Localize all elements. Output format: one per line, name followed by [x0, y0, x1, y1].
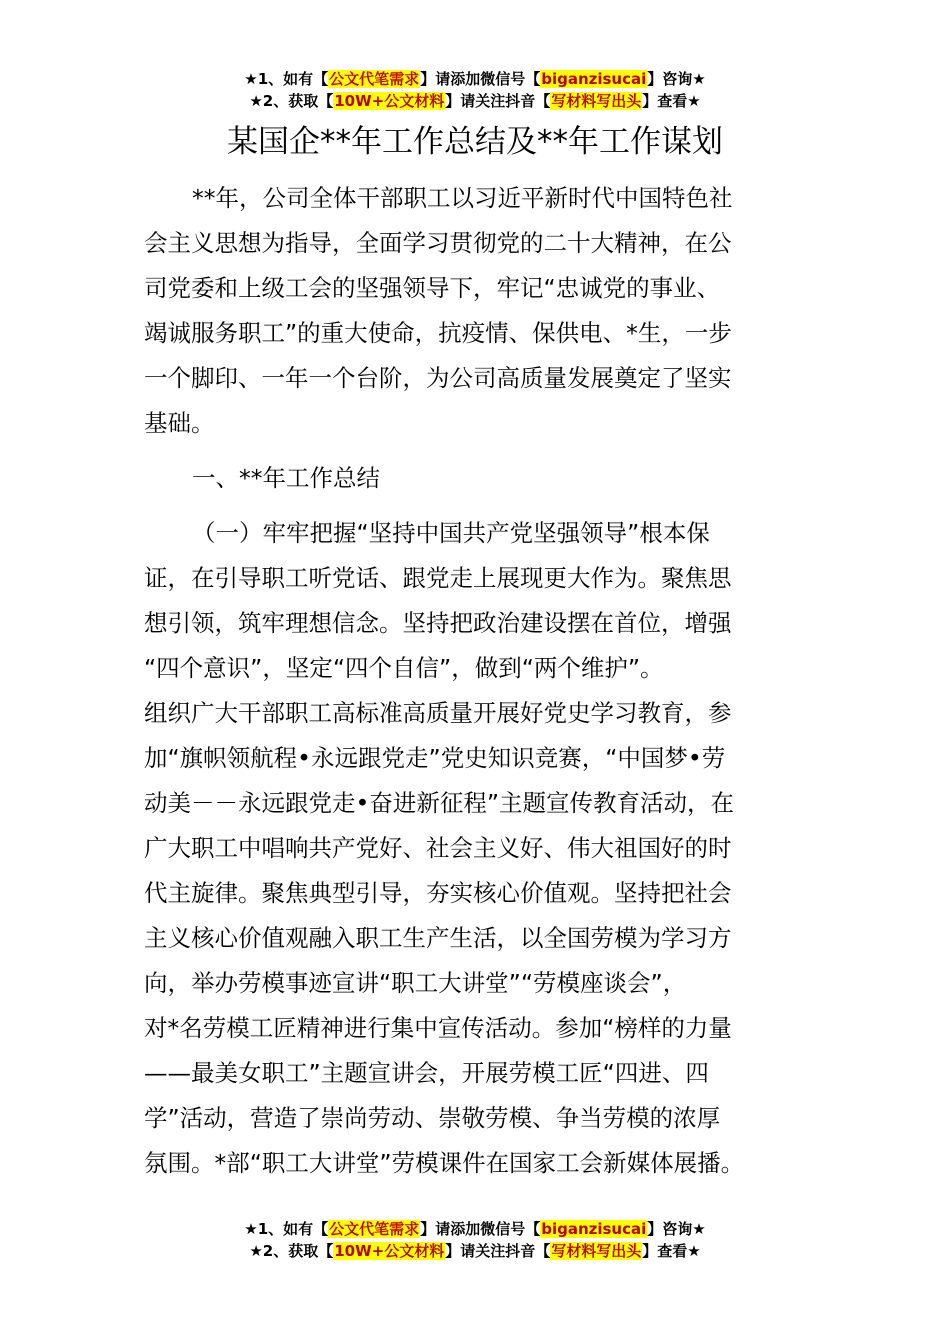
text-line: **年，公司全体干部职工以习近平新时代中国特色社	[192, 184, 733, 212]
banner-text: 】咨询★	[647, 1220, 706, 1238]
banner-text: ★2、获取【	[249, 1242, 334, 1260]
document-body	[144, 176, 824, 1186]
banner-text: 】请关注抖音【	[445, 1242, 551, 1260]
text-line: 氛围。*部“职工大讲堂”劳模课件在国家工会新媒体展播。	[144, 1149, 745, 1177]
text-line: 学”活动，营造了崇尚劳动、崇敬劳模、争当劳模的浓厚	[144, 1104, 721, 1132]
footer-banner	[0, 1218, 950, 1262]
banner-highlight: 10W+公文材料	[334, 1242, 445, 1260]
text-line: 基础。	[144, 409, 215, 437]
heading-line: 一、**年工作总结	[192, 464, 380, 492]
text-line: ——最美女职工”主题宣讲会，开展劳模工匠“四进、四	[144, 1059, 709, 1087]
banner-highlight: 写材料写出头	[551, 1242, 642, 1260]
banner-line-1	[0, 68, 950, 90]
text-line: 加“旗帜领航程•永远跟党走”党史知识竞赛，“中国梦•劳	[144, 744, 726, 772]
text-line: 证，在引导职工听党话、跟党走上展现更大作为。聚焦思	[144, 564, 732, 592]
banner-text: 】请添加微信号【	[420, 1220, 541, 1238]
banner-highlight: 公文代笔需求	[329, 70, 420, 88]
text-line: 广大职工中唱响共产党好、社会主义好、伟大祖国好的时	[144, 834, 732, 862]
text-line: 动美－－永远跟党走•奋进新征程”主题宣传教育活动，在	[144, 789, 735, 817]
banner-highlight: 公文代笔需求	[329, 1220, 420, 1238]
text-line: 主义核心价值观融入职工生产生活，以全国劳模为学习方	[144, 924, 732, 952]
banner-line-1	[0, 1218, 950, 1240]
banner-text: 】请关注抖音【	[445, 92, 551, 110]
text-line: 对*名劳模工匠精神进行集中宣传活动。参加“榜样的力量	[144, 1014, 732, 1042]
section-paragraph	[144, 511, 824, 1186]
text-line: 代主旋律。聚焦典型引导，夯实核心价值观。坚持把社会	[144, 879, 732, 907]
section-heading	[144, 456, 824, 501]
banner-text: 】查看★	[642, 92, 701, 110]
banner-line-2	[0, 1240, 950, 1262]
banner-highlight: 10W+公文材料	[334, 92, 445, 110]
header-banner	[0, 68, 950, 112]
banner-text: 】请添加微信号【	[420, 70, 541, 88]
text-line: “四个意识”，坚定“四个自信”，做到“两个维护”。	[144, 654, 664, 682]
text-line: 向，举办劳模事迹宣讲“职工大讲堂”“劳模座谈会”，	[144, 969, 687, 997]
text-line: 司党委和上级工会的坚强领导下，牢记“忠诚党的事业、	[144, 274, 721, 302]
text-line: 想引领，筑牢理想信念。坚持把政治建设摆在首位，增强	[144, 609, 732, 637]
text-line: 组织广大干部职工高标准高质量开展好党史学习教育，参	[144, 699, 732, 727]
document-title: 某国企**年工作总结及**年工作谋划	[227, 124, 723, 160]
text-line: 一个脚印、一年一个台阶，为公司高质量发展奠定了坚实	[144, 364, 732, 392]
banner-text: ★1、如有【	[244, 70, 329, 88]
text-line: 竭诚服务职工”的重大使命，抗疫情、保供电、*生，一步	[144, 319, 732, 347]
banner-text: ★1、如有【	[244, 1220, 329, 1238]
banner-highlight: 写材料写出头	[551, 92, 642, 110]
banner-text: 】咨询★	[647, 70, 706, 88]
banner-text: ★2、获取【	[249, 92, 334, 110]
intro-paragraph	[144, 176, 824, 446]
banner-text: 】查看★	[642, 1242, 701, 1260]
banner-highlight: biganzisucai	[541, 1220, 647, 1238]
text-line: 会主义思想为指导，全面学习贯彻党的二十大精神，在公	[144, 229, 732, 257]
banner-line-2	[0, 90, 950, 112]
banner-highlight: biganzisucai	[541, 70, 647, 88]
text-line: （一）牢牢把握“坚持中国共产党坚强领导”根本保	[192, 519, 710, 547]
